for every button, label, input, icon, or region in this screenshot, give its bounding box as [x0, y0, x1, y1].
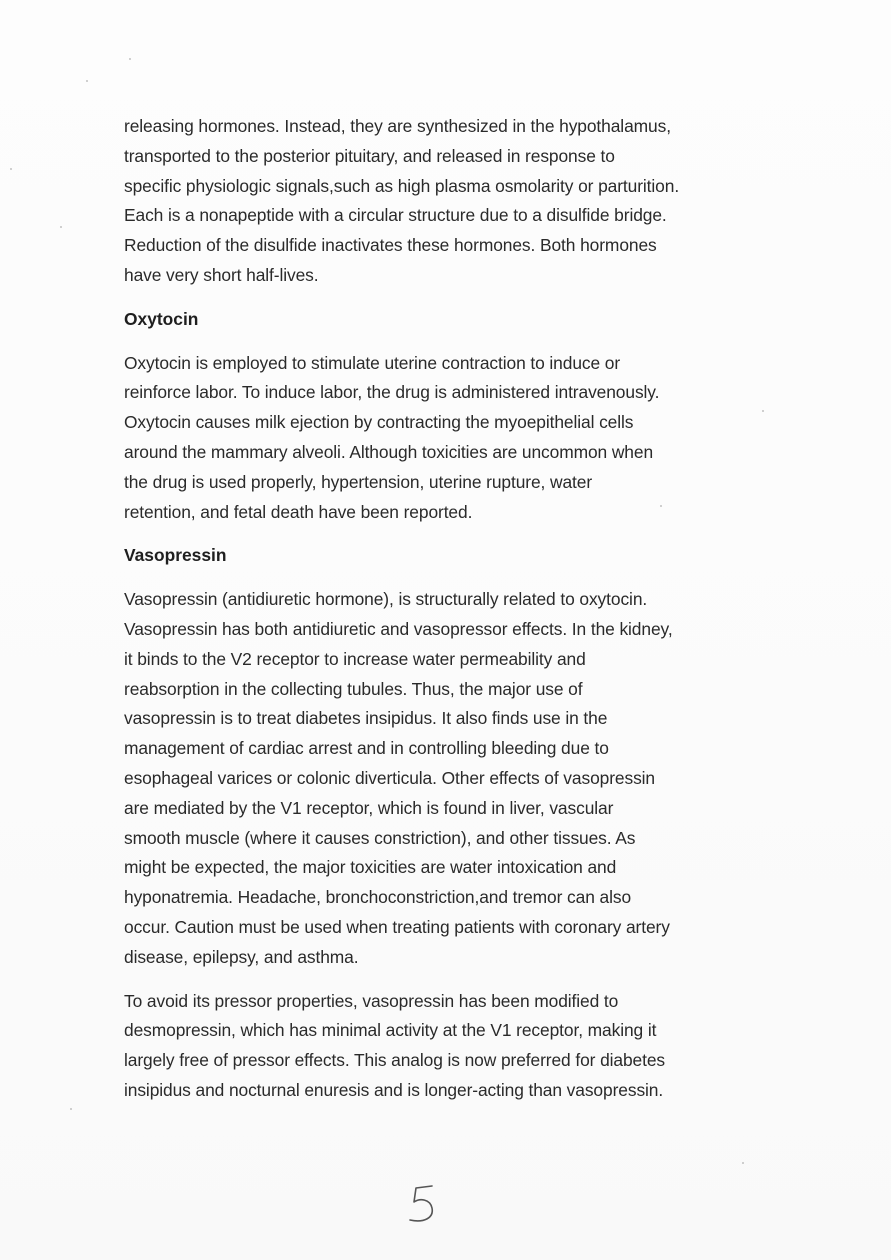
text-line: To avoid its pressor properties, vasopressin has been modified to — [124, 990, 619, 1011]
text-line: have very short half-lives. — [124, 264, 319, 285]
text-line: Vasopressin has both antidiuretic and vasopressor effects. In the kidney, — [124, 618, 673, 639]
desmopressin-paragraph — [124, 987, 764, 1106]
scan-speck — [86, 80, 88, 82]
text-line: it binds to the V2 receptor to increase water permeability and — [124, 648, 586, 669]
text-line: reabsorption in the collecting tubules. Thus, the major use of — [124, 678, 583, 699]
text-line: largely free of pressor effects. This analog is now preferred for diabetes — [124, 1050, 666, 1071]
text-line: esophageal varices or colonic diverticula. Other effects of vasopressin — [124, 767, 655, 788]
text-line: Reduction of the disulfide inactivates these hormones. Both hormones — [124, 235, 657, 256]
scan-speck — [70, 1108, 72, 1110]
text-line: Oxytocin is employed to stimulate uterine contraction to induce or — [124, 352, 621, 373]
scan-speck — [10, 168, 12, 170]
text-line: releasing hormones. Instead, they are synthesized in the hypothalamus, — [124, 116, 671, 136]
text-line: smooth muscle (where it causes constriction), and other tissues. As — [124, 827, 636, 848]
text-line: disease, epilepsy, and asthma. — [124, 946, 359, 967]
text-line: might be expected, the major toxicities are water intoxication and — [124, 857, 617, 878]
text-line: Vasopressin (antidiuretic hormone), is structurally related to oxytocin. — [124, 589, 648, 610]
oxytocin-heading: Oxytocin — [124, 308, 199, 329]
oxytocin-paragraph — [124, 349, 764, 528]
intro-paragraph — [124, 112, 764, 291]
text-line: around the mammary alveoli. Although toxicities are uncommon when — [124, 441, 654, 462]
text-line: Each is a nonapeptide with a circular structure due to a disulfide bridge. — [124, 205, 667, 226]
vasopressin-heading: Vasopressin — [124, 545, 227, 566]
text-line: specific physiologic signals,such as high plasma osmolarity or parturition. — [124, 175, 680, 196]
text-line: occur. Caution must be used when treating patients with coronary artery — [124, 916, 670, 937]
document-body — [124, 112, 764, 1106]
handwritten-page-number — [398, 1178, 448, 1228]
text-line: Oxytocin causes milk ejection by contracting the myoepithelial cells — [124, 412, 634, 433]
text-line: management of cardiac arrest and in controlling bleeding due to — [124, 738, 609, 759]
text-line: transported to the posterior pituitary, and released in response to — [124, 145, 615, 166]
text-line: desmopressin, which has minimal activity at the V1 receptor, making it — [124, 1020, 657, 1041]
scan-speck — [742, 1162, 744, 1164]
scan-speck — [129, 58, 131, 60]
scan-speck — [60, 226, 62, 228]
text-line: vasopressin is to treat diabetes insipidus. It also finds use in the — [124, 708, 608, 729]
text-line: retention, and fetal death have been reported. — [124, 501, 473, 522]
text-line: are mediated by the V1 receptor, which is found in liver, vascular — [124, 797, 614, 818]
text-line: reinforce labor. To induce labor, the drug is administered intravenously. — [124, 382, 660, 403]
handwritten-five-icon — [398, 1178, 448, 1228]
text-line: hyponatremia. Headache, bronchoconstriction,and tremor can also — [124, 887, 632, 908]
vasopressin-paragraph — [124, 585, 764, 972]
text-line: insipidus and nocturnal enuresis and is longer-acting than vasopressin. — [124, 1079, 664, 1100]
text-line: the drug is used properly, hypertension, uterine rupture, water — [124, 471, 593, 492]
